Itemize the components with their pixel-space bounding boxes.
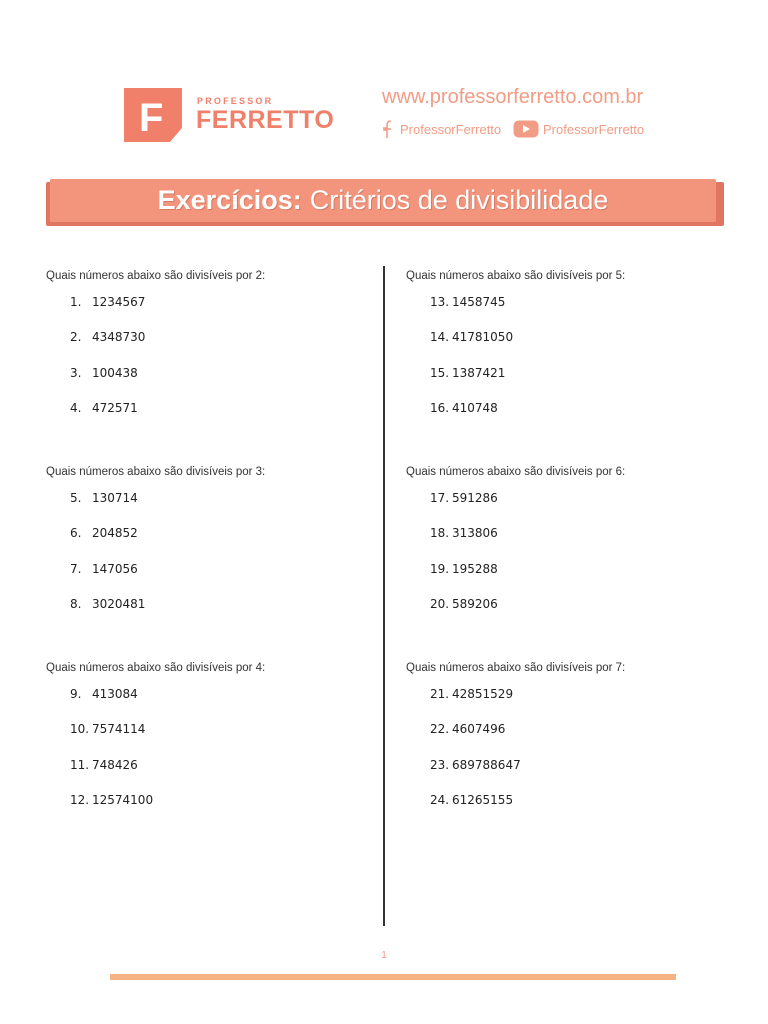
question-group (406, 658, 726, 854)
item-number: 23. (430, 757, 450, 772)
list-item (406, 588, 726, 623)
item-value: 42851529 (452, 687, 514, 701)
item-value: 1387421 (452, 365, 506, 380)
item-number: 19. (430, 561, 450, 576)
list-item (46, 517, 366, 552)
question-text: Quais números abaixo são divisíveis por 3: (46, 466, 266, 478)
item-value: 12574100 (92, 792, 154, 807)
question-group (46, 266, 366, 462)
item-value: 1458745 (452, 295, 506, 309)
brand-logo (124, 88, 384, 144)
list-item (406, 517, 726, 552)
list-item (46, 588, 366, 623)
item-value: 4348730 (92, 330, 146, 345)
item-number: 1. (70, 295, 82, 309)
item-value: 689788647 (452, 757, 521, 772)
item-value: 195288 (452, 561, 498, 576)
youtube-handle: ProfessorFerretto (543, 121, 645, 137)
item-number: 4. (70, 400, 82, 415)
youtube-icon (513, 120, 539, 138)
item-value: 204852 (92, 526, 138, 541)
banner-title-rest: Critérios de divisibilidade (309, 185, 609, 215)
list-item (406, 357, 726, 392)
question-text: Quais números abaixo são divisíveis por 6: (406, 466, 626, 478)
right-column (406, 266, 726, 854)
item-value: 413084 (92, 687, 138, 701)
list-item (406, 749, 726, 784)
item-value: 589206 (452, 596, 498, 611)
item-number: 13. (430, 295, 450, 309)
column-divider (383, 266, 385, 926)
item-number: 2. (70, 330, 82, 345)
item-number: 5. (70, 491, 82, 505)
facebook-link[interactable] (382, 118, 501, 140)
item-number: 18. (430, 526, 450, 541)
item-value: 4607496 (452, 722, 506, 737)
question-text: Quais números abaixo são divisíveis por 4: (46, 662, 266, 674)
list-item (46, 713, 366, 748)
item-number: 10. (70, 722, 90, 737)
list-item (46, 321, 366, 356)
item-number: 16. (430, 400, 450, 415)
answer-list (406, 286, 726, 427)
item-number: 9. (70, 687, 82, 701)
item-value: 100438 (92, 365, 138, 380)
item-value: 147056 (92, 561, 138, 576)
logo-letter: F (139, 96, 164, 140)
item-value: 7574114 (92, 722, 146, 737)
list-item (406, 286, 726, 321)
item-number: 11. (70, 757, 90, 772)
question-group (406, 462, 726, 658)
youtube-link[interactable] (513, 118, 644, 140)
item-number: 3. (70, 365, 82, 380)
facebook-handle: ProfessorFerretto (400, 121, 502, 137)
list-item (406, 678, 726, 713)
list-item (46, 357, 366, 392)
logo-subtitle: PROFESSOR (197, 96, 274, 106)
logo-title: FERRETTO (196, 106, 335, 134)
question-text: Quais números abaixo são divisíveis por 2: (46, 270, 266, 282)
item-number: 14. (430, 330, 450, 345)
answer-list (406, 482, 726, 623)
list-item (46, 678, 366, 713)
banner-title-bold: Exercícios: (157, 185, 302, 215)
item-value: 130714 (92, 491, 138, 505)
list-item (406, 553, 726, 588)
answer-list (406, 678, 726, 819)
item-value: 3020481 (92, 596, 146, 611)
list-item (46, 482, 366, 517)
left-column (46, 266, 366, 854)
question-group (46, 462, 366, 658)
title-banner (50, 179, 716, 222)
list-item (46, 286, 366, 321)
list-item (406, 321, 726, 356)
list-item (46, 553, 366, 588)
item-value: 591286 (452, 491, 498, 505)
website-link[interactable]: www.professorferretto.com.br (382, 86, 644, 108)
item-number: 12. (70, 792, 90, 807)
answer-list (46, 482, 366, 623)
question-text: Quais números abaixo são divisíveis por 7: (406, 662, 626, 674)
item-value: 748426 (92, 757, 138, 772)
item-number: 15. (430, 365, 450, 380)
item-value: 41781050 (452, 330, 514, 345)
answer-list (46, 678, 366, 819)
question-group (46, 658, 366, 854)
item-value: 472571 (92, 400, 138, 415)
item-number: 24. (430, 792, 450, 807)
list-item (406, 784, 726, 819)
item-number: 6. (70, 526, 82, 541)
item-value: 410748 (452, 400, 498, 415)
question-group (406, 266, 726, 462)
page-number: 1 (381, 950, 387, 961)
list-item (46, 392, 366, 427)
item-number: 22. (430, 722, 450, 737)
logo-mark-icon (124, 88, 182, 142)
footer-bar (110, 974, 676, 980)
item-value: 313806 (452, 526, 498, 541)
item-number: 7. (70, 561, 82, 576)
list-item (406, 482, 726, 517)
list-item (406, 713, 726, 748)
question-text: Quais números abaixo são divisíveis por 5: (406, 270, 626, 282)
item-value: 1234567 (92, 295, 146, 309)
list-item (46, 784, 366, 819)
list-item (406, 392, 726, 427)
item-value: 61265155 (452, 792, 514, 807)
item-number: 8. (70, 596, 82, 611)
item-number: 17. (430, 491, 450, 505)
facebook-icon (382, 119, 396, 139)
list-item (46, 749, 366, 784)
item-number: 20. (430, 596, 450, 611)
item-number: 21. (430, 687, 450, 701)
answer-list (46, 286, 366, 427)
